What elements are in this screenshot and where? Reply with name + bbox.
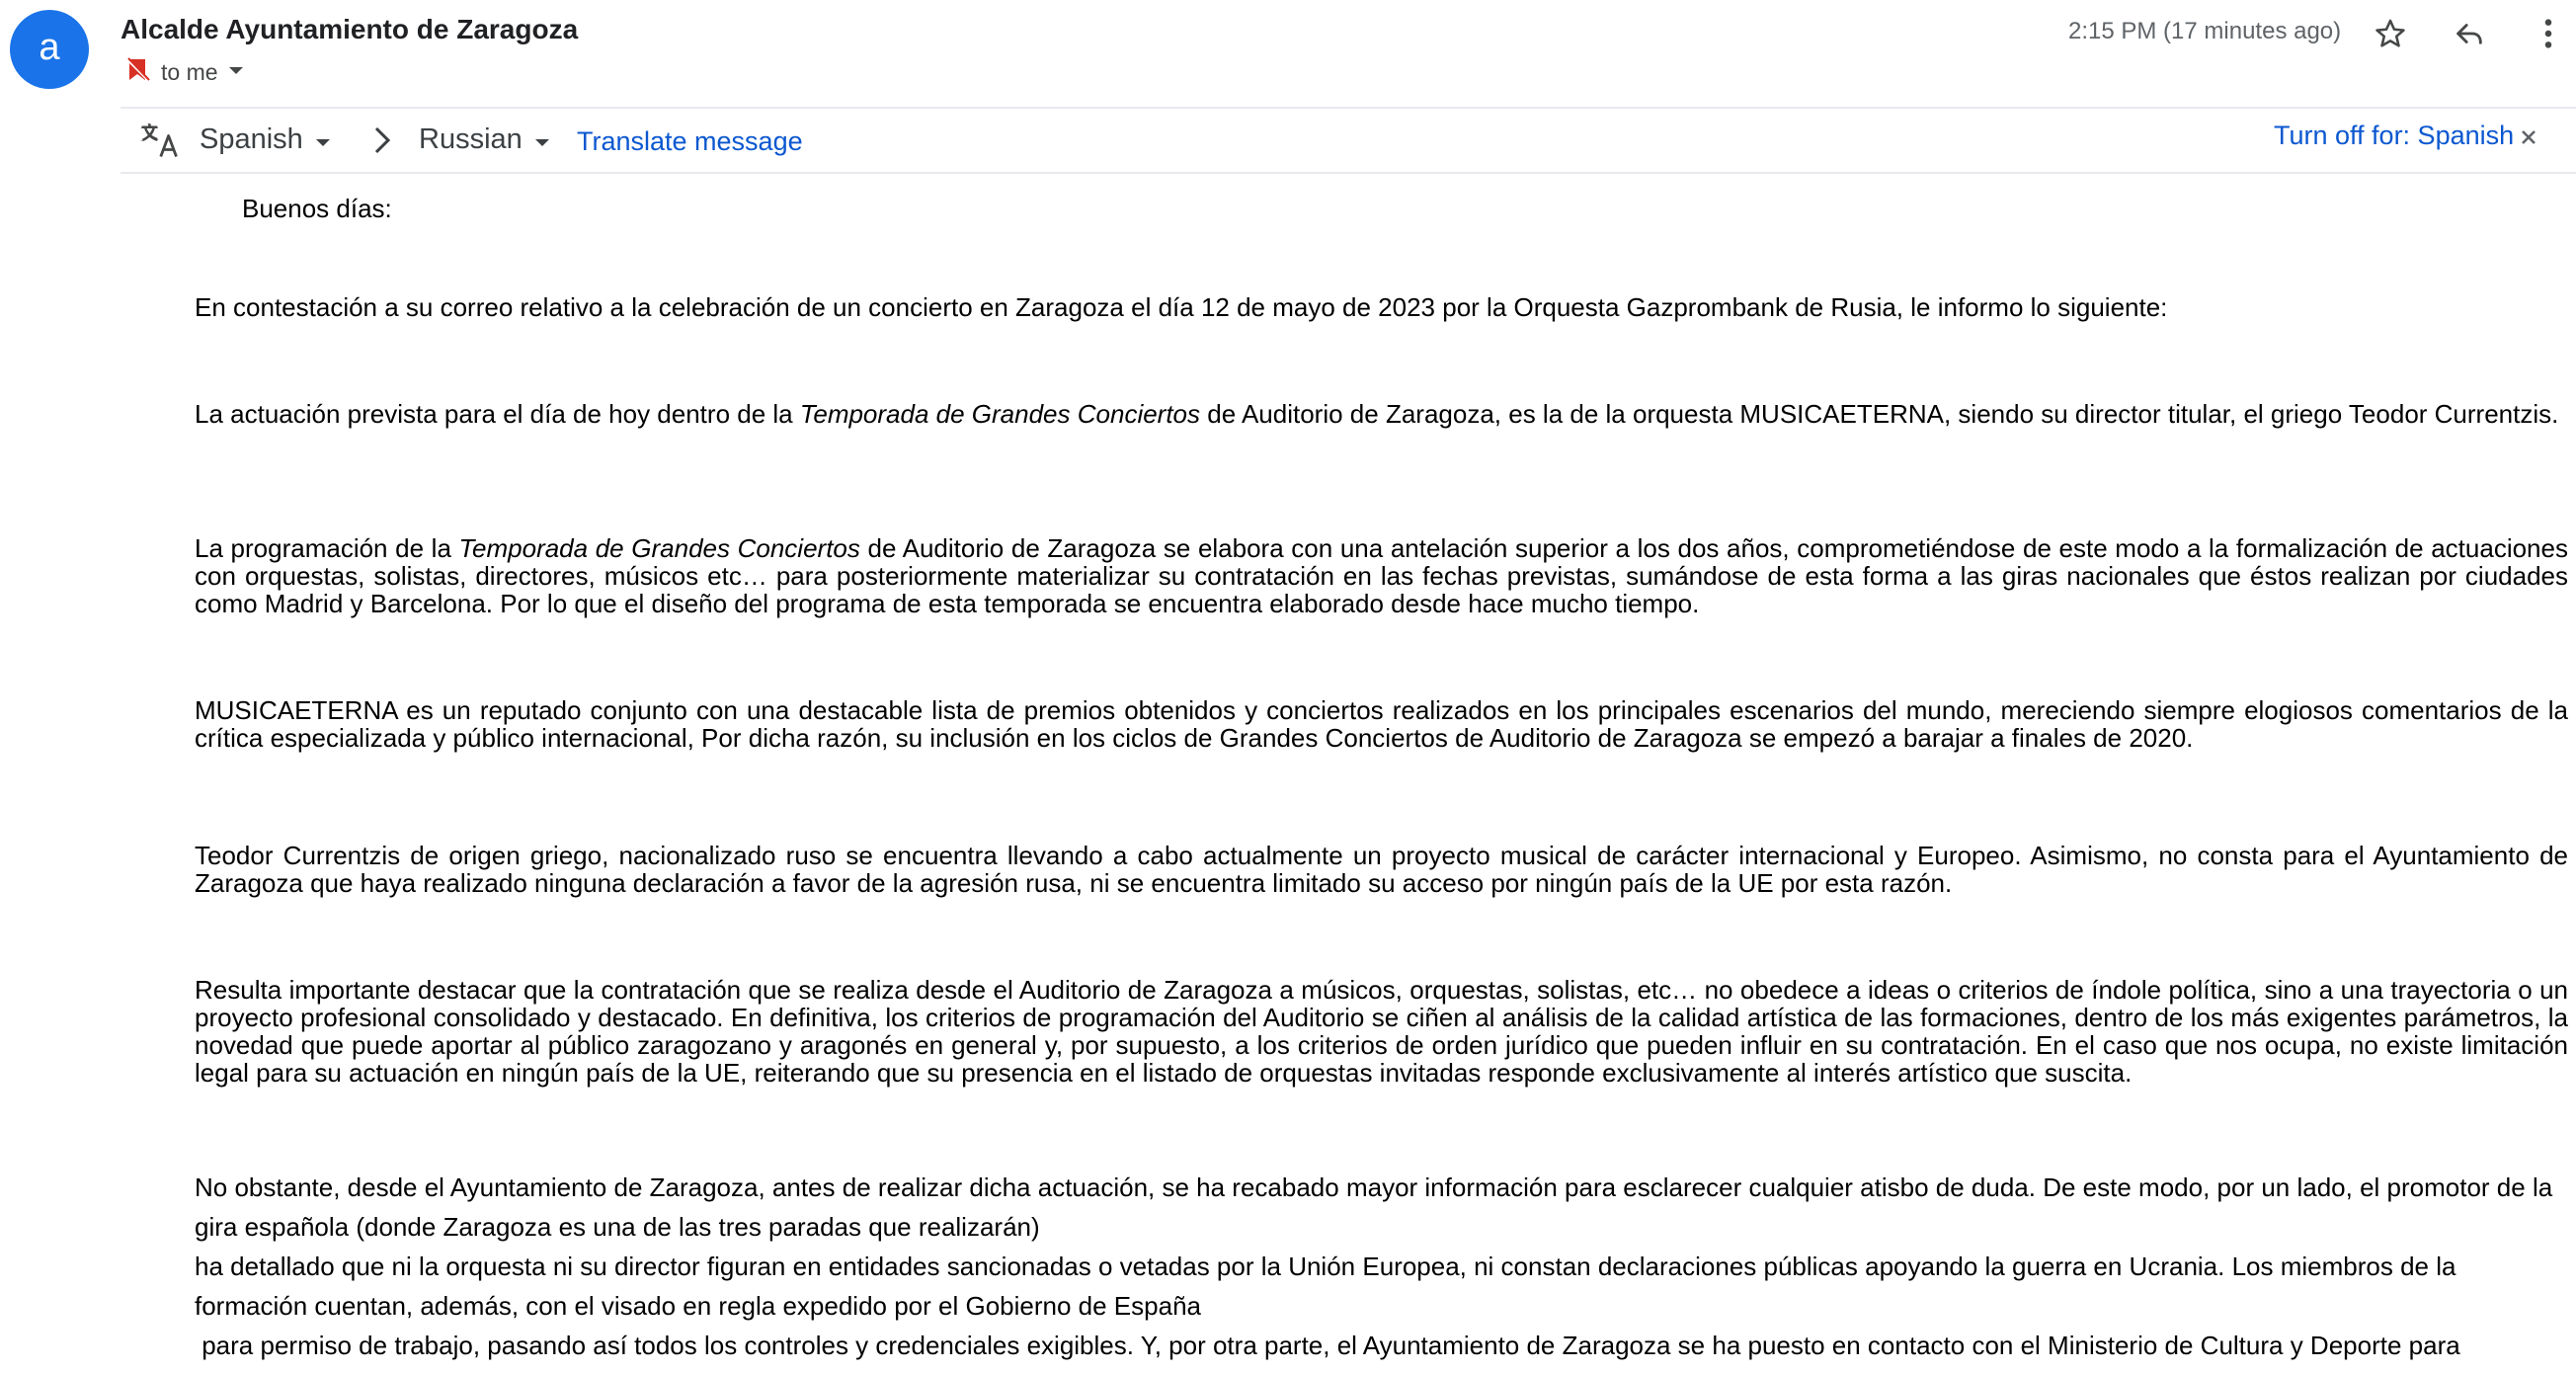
target-language-label: Russian (419, 123, 523, 155)
message-paragraph-5: Teodor Currentzis de origen griego, nacionalizado ruso se encuentra llevando a cabo actualmente un proyecto musical de carácter internacional y Europeo. Asimismo, no consta para el Ayuntamiento de Zaragoza que haya realizado ninguna declaración a favor de la agresión rusa, ni se encuentra limitado su acceso por ningún país de la UE por esta razón. (195, 841, 2568, 898)
svg-text:文: 文 (139, 123, 159, 144)
target-language-select[interactable] (419, 123, 550, 156)
chevron-down-icon (315, 123, 331, 156)
paragraph-7-line-3: para permiso de trabajo, pasando así todos los controles y credenciales exigibles. Y, por otra parte, el Ayuntamiento de Zaragoza se ha puesto en contacto con el Ministerio de Cultura y Deporte para (195, 1331, 2460, 1360)
message-paragraph-1: En contestación a su correo relativo a la celebración de un concierto en Zaragoza el día 12 de mayo de 2023 por la Orquesta Gazprombank de Rusia, le informo lo siguiente: (195, 292, 2168, 322)
message-paragraph-2: La actuación prevista para el día de hoy dentro de la Temporada de Grandes Conciertos de Auditorio de Zaragoza, es la de la orquesta MUSICAETERNA, siendo su director titular, el griego Teodor Currentzis. (195, 399, 2559, 429)
more-vert-icon[interactable] (2527, 12, 2570, 55)
translate-icon (138, 119, 180, 160)
chevron-right-icon (367, 122, 397, 158)
chevron-down-icon (534, 123, 550, 156)
message-paragraph-4: MUSICAETERNA es un reputado conjunto con una destacable lista de premios obtenidos y conciertos realizados en los principales escenarios del mundo, mereciendo siempre elogiosos comentarios de la crítica especializada y público internacional, Por dicha razón, su inclusión en los ciclos de Grandes Conciertos de Auditorio de Zaragoza se empezó a barajar a finales de 2020. (195, 695, 2568, 753)
star-icon[interactable] (2369, 12, 2412, 55)
paragraph-7-line-2: ha detallado que ni la orquesta ni su director figuran en entidades sancionadas o vetadas por la Unión Europea, ni constan declaraciones públicas apoyando la guerra en Ucrania. Los miembros de la formación cuentan, además, con el visado en regla expedido por el Gobierno de España (195, 1252, 2456, 1321)
message-paragraph-6: Resulta importante destacar que la contratación que se realiza desde el Auditorio de Zaragoza a músicos, orquestas, solistas, etc… no obedece a ideas o criterios de índole política, sino a una trayectoria o un proyecto profesional consolidado y destacado. En definitiva, los criterios de programación del Auditorio se ciñen al análisis de la calidad artística de las formaciones, dentro de los más exigentes parámetros, la novedad que puede aportar al público zaragozano y aragonés en general y, por supuesto, a los criterios de orden jurídico que pueden influir en su contratación. En el caso que nos ocupa, no existe limitación legal para su actuación en ningún país de la UE, reiterando que su presencia en el listado de orquestas invitadas responde exclusivamente al interés artístico que suscita. (195, 975, 2568, 1088)
reply-icon[interactable] (2448, 12, 2491, 55)
label-important-icon (125, 56, 151, 89)
translate-bar-divider-top (121, 107, 2576, 109)
chevron-down-icon[interactable] (228, 63, 244, 81)
source-language-select[interactable] (200, 123, 331, 156)
message-greeting: Buenos días: (242, 194, 392, 223)
message-time: 2:15 PM (17 minutes ago) (2068, 18, 2342, 44)
sender-name[interactable]: Alcalde Ayuntamiento de Zaragoza (121, 14, 579, 44)
recipients-row[interactable] (125, 55, 244, 89)
italic-season-name: Temporada de Grandes Conciertos (799, 399, 1201, 429)
source-language-label: Spanish (200, 123, 303, 155)
italic-season-name: Temporada de Grandes Conciertos (458, 533, 860, 563)
sender-avatar[interactable]: a (10, 10, 89, 89)
to-me-label[interactable]: to me (161, 58, 218, 85)
translate-message-link[interactable]: Translate message (577, 126, 803, 156)
paragraph-7-line-1: No obstante, desde el Ayuntamiento de Zaragoza, antes de realizar dicha actuación, se ha recabado mayor información para esclarecer cualquier atisbo de duda. De este modo, por un lado, el promotor de la gira española (donde Zaragoza es una de las tres paradas que realizarán) (195, 1172, 2553, 1242)
translate-bar-divider-bottom (121, 172, 2576, 174)
turn-off-translation-link[interactable]: Turn off for: Spanish (2274, 121, 2515, 150)
close-icon[interactable] (2518, 126, 2539, 148)
message-paragraph-7 (195, 1168, 2568, 1365)
message-paragraph-3: La programación de la Temporada de Grandes Conciertos de Auditorio de Zaragoza se elabora con una antelación superior a los dos años, comprometiéndose de este modo a la formalización de actuaciones con orquestas, solistas, directores, músicos etc… para posteriormente materializar su contratación en las fechas previstas, sumándose de esta forma a las giras nacionales que éstos realizan por ciudades como Madrid y Barcelona. Por lo que el diseño del programa de esta temporada se encuentra elaborado desde hace mucho tiempo. (195, 533, 2568, 618)
